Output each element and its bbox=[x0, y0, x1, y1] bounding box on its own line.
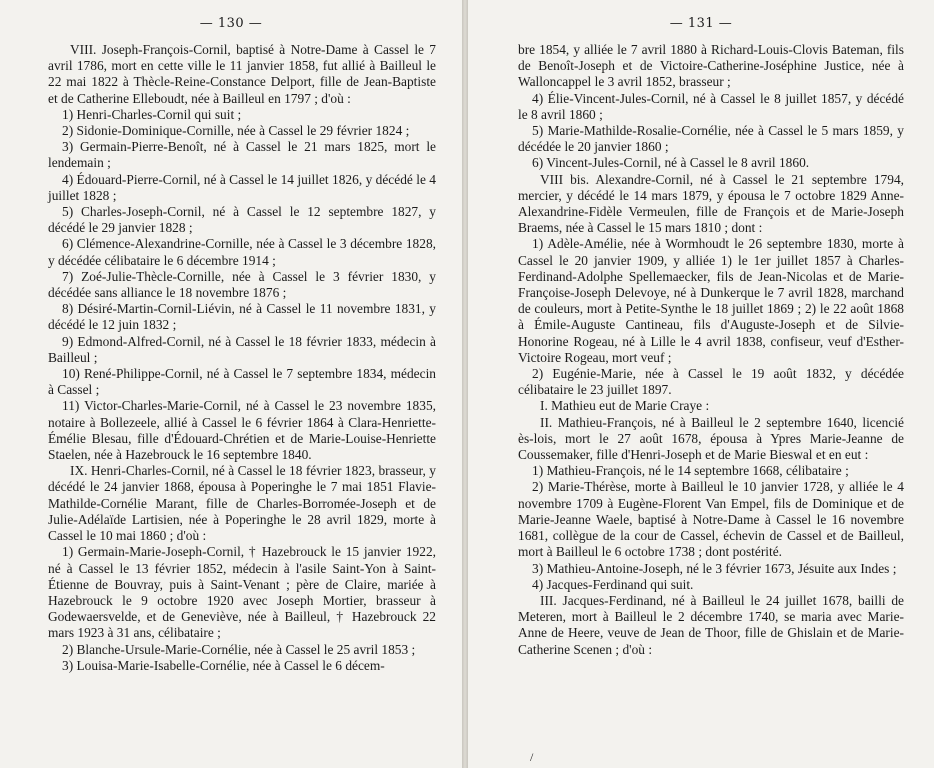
list-item: 5) Charles-Joseph-Cornil, né à Cassel le 12 septembre 1827, y décédé le 29 janvier 1828 ; bbox=[48, 204, 436, 236]
list-item: 2) Sidonie-Dominique-Cornille, née à Cassel le 29 février 1824 ; bbox=[62, 123, 410, 139]
paragraph-ix: IX. Henri-Charles-Cornil, né à Cassel le 18 février 1823, brasseur, y décédé le 24 janvier 1868, épousa à Poperinghe le 7 mai 1851 Flavie-Mathilde-Cornélie Marant, fille de Charles-Borromée-Joseph et de Julie-Adélaïde Lartisien, née à Poperinghe le 28 avril 1829, morte à Cassel le 10 mai 1860 ; d'où : bbox=[48, 463, 436, 544]
continued-paragraph: bre 1854, y alliée le 7 avril 1880 à Richard-Louis-Clovis Bateman, fils de Benoît-Joseph et de Victoire-Catherine-Joséphine Justice, née à Walloncappel le 3 avril 1852, brasseur ; bbox=[518, 42, 904, 90]
paragraph-viii: VIII. Joseph-François-Cornil, baptisé à Notre-Dame à Cassel le 7 avril 1786, mort en cette ville le 11 janvier 1858, fut allié à Bailleul le 22 mai 1822 à Thècle-Reine-Constance Delport, fille de Jean-Baptiste et de Catherine Elleboudt, née à Bailleul en 1797 ; d'où : bbox=[48, 42, 436, 106]
list-item: 1) Germain-Marie-Joseph-Cornil, † Hazebrouck le 15 janvier 1922, né à Cassel le 13 février 1852, médecin à l'asile Saint-Yon à Saint-Étienne de Bouvray, puis à Saint-Venant ; père de Claire, mariée à Hazebrouck le 9 octobre 1920 avec Joseph Mortier, brasseur à Godewaersvelde, et de Geneviève, née à Bailleul, † Hazebrouck 22 mars 1923 à 31 ans, célibataire ; bbox=[48, 544, 436, 641]
list-item: 11) Victor-Charles-Marie-Cornil, né à Cassel le 23 novembre 1835, notaire à Bollezeele, allié à Cassel le 6 février 1864 à Clara-Henriette-Émélie Blesau, fille d'Édouard-Chrétien et de Marie-Louise-Henriette Staelen, née à Hazebrouck le 16 septembre 1840. bbox=[48, 398, 436, 463]
right-page-text bbox=[518, 42, 904, 658]
list-item: 1) Mathieu-François, né le 14 septembre 1668, célibataire ; bbox=[532, 463, 849, 479]
list-item: 2) Eugénie-Marie, née à Cassel le 19 août 1832, y décédée célibataire le 23 juillet 1897. bbox=[518, 366, 904, 398]
list-item: 10) René-Philippe-Cornil, né à Cassel le 7 septembre 1834, médecin à Cassel ; bbox=[48, 366, 436, 398]
paragraph-ii: II. Mathieu-François, né à Bailleul le 2 septembre 1640, licencié ès-lois, mort le 27 août 1678, épousa à Ypres Marie-Jeanne de Coussemaker, fille d'Henri-Joseph et de Marie Bieswal et en eut : bbox=[518, 414, 904, 463]
paragraph-iii: III. Jacques-Ferdinand, né à Bailleul le 24 juillet 1678, bailli de Meteren, mort à Bailleul le 2 décembre 1740, se maria avec Marie-Anne de Heere, veuve de Jean de Thoor, fille de Ghislain et de Marie-Catherine Scenen ; d'où : bbox=[518, 592, 904, 657]
list-item: 2) Blanche-Ursule-Marie-Cornélie, née à Cassel le 25 avril 1853 ; bbox=[62, 641, 416, 657]
left-page-number: — 130 — bbox=[199, 16, 263, 31]
paragraph-viii-bis: VIII bis. Alexandre-Cornil, né à Cassel le 21 septembre 1794, mercier, y décédé le 14 mars 1879, y épousa le 7 octobre 1829 Anne-Alexandrine-Fidèle Vermeulen, fille de François et de Marie-Joseph Braems, née à Cassel le 15 mars 1810 ; dont : bbox=[518, 171, 904, 236]
list-item: 1) Henri-Charles-Cornil qui suit ; bbox=[62, 106, 242, 122]
list-item: 8) Désiré-Martin-Cornil-Liévin, né à Cassel le 11 novembre 1831, y décédé le 12 juin 1832 ; bbox=[48, 301, 436, 333]
list-item: 4) Élie-Vincent-Jules-Cornil, né à Cassel le 8 juillet 1857, y décédé le 8 avril 1860 ; bbox=[518, 90, 904, 122]
paragraph-i: I. Mathieu eut de Marie Craye : bbox=[540, 398, 710, 414]
list-item: 7) Zoé-Julie-Thècle-Cornille, née à Cassel le 3 février 1830, y décédée sans alliance le 18 novembre 1876 ; bbox=[48, 268, 436, 301]
list-item: 4) Édouard-Pierre-Cornil, né à Cassel le 14 juillet 1826, y décédé le 4 juillet 1828 ; bbox=[48, 171, 436, 203]
list-item: 6) Vincent-Jules-Cornil, né à Cassel le 8 avril 1860. bbox=[532, 155, 810, 171]
list-item: 9) Edmond-Alfred-Cornil, né à Cassel le 18 février 1833, médecin à Bailleul ; bbox=[48, 333, 436, 365]
left-page bbox=[0, 0, 462, 768]
list-item: 4) Jacques-Ferdinand qui suit. bbox=[532, 576, 694, 592]
list-item: 3) Louisa-Marie-Isabelle-Cornélie, née à Cassel le 6 décem- bbox=[62, 657, 385, 673]
list-item: 2) Marie-Thérèse, morte à Bailleul le 10 janvier 1728, y alliée le 4 novembre 1709 à Eugène-Florent Van Empel, fils de Dominique et de Marie-Jeanne Waele, baptisé à Notre-Dame à Cassel le 16 novembre 1681, collègue de la cour de Cassel, échevin de Cassel et de Bailleul, mort à Bailleul le 6 octobre 1738 ; dont postérité. bbox=[518, 479, 904, 560]
list-item: 1) Adèle-Amélie, née à Wormhoudt le 26 septembre 1830, morte à Cassel le 20 janvier 1909, y alliée 1) le 1er juillet 1857 à Charles-Ferdinand-Adolphe Spellemaecker, fils de Jean-Nicolas et de Marie-Françoise-Joseph Delevoye, né à Dunkerque le 7 avril 1828, marchand de couleurs, mort à Petite-Synthe le 18 juillet 1869 ; 2) le 22 août 1868 à Émile-Auguste Cantineau, fils d'Auguste-Joseph et de Silvie-Honorine Rogeau, né à Lille le 4 avril 1838, confiseur, veuf d'Esther-Victoire Rogeau, mort veuf ; bbox=[518, 236, 904, 365]
list-item: 3) Mathieu-Antoine-Joseph, né le 3 février 1673, Jésuite aux Indes ; bbox=[532, 560, 897, 576]
right-page-number: — 131 — bbox=[669, 16, 733, 31]
list-item: 6) Clémence-Alexandrine-Cornille, née à Cassel le 3 décembre 1828, y décédée célibataire le 6 décembre 1914 ; bbox=[48, 236, 436, 268]
list-item: 5) Marie-Mathilde-Rosalie-Cornélie, née à Cassel le 5 mars 1859, y décédée le 20 janvier 1860 ; bbox=[518, 123, 904, 155]
list-item: 3) Germain-Pierre-Benoît, né à Cassel le 21 mars 1825, mort le lendemain ; bbox=[48, 139, 436, 171]
left-page-text bbox=[48, 42, 436, 674]
right-page bbox=[468, 0, 934, 768]
footer-mark: / bbox=[530, 750, 534, 764]
